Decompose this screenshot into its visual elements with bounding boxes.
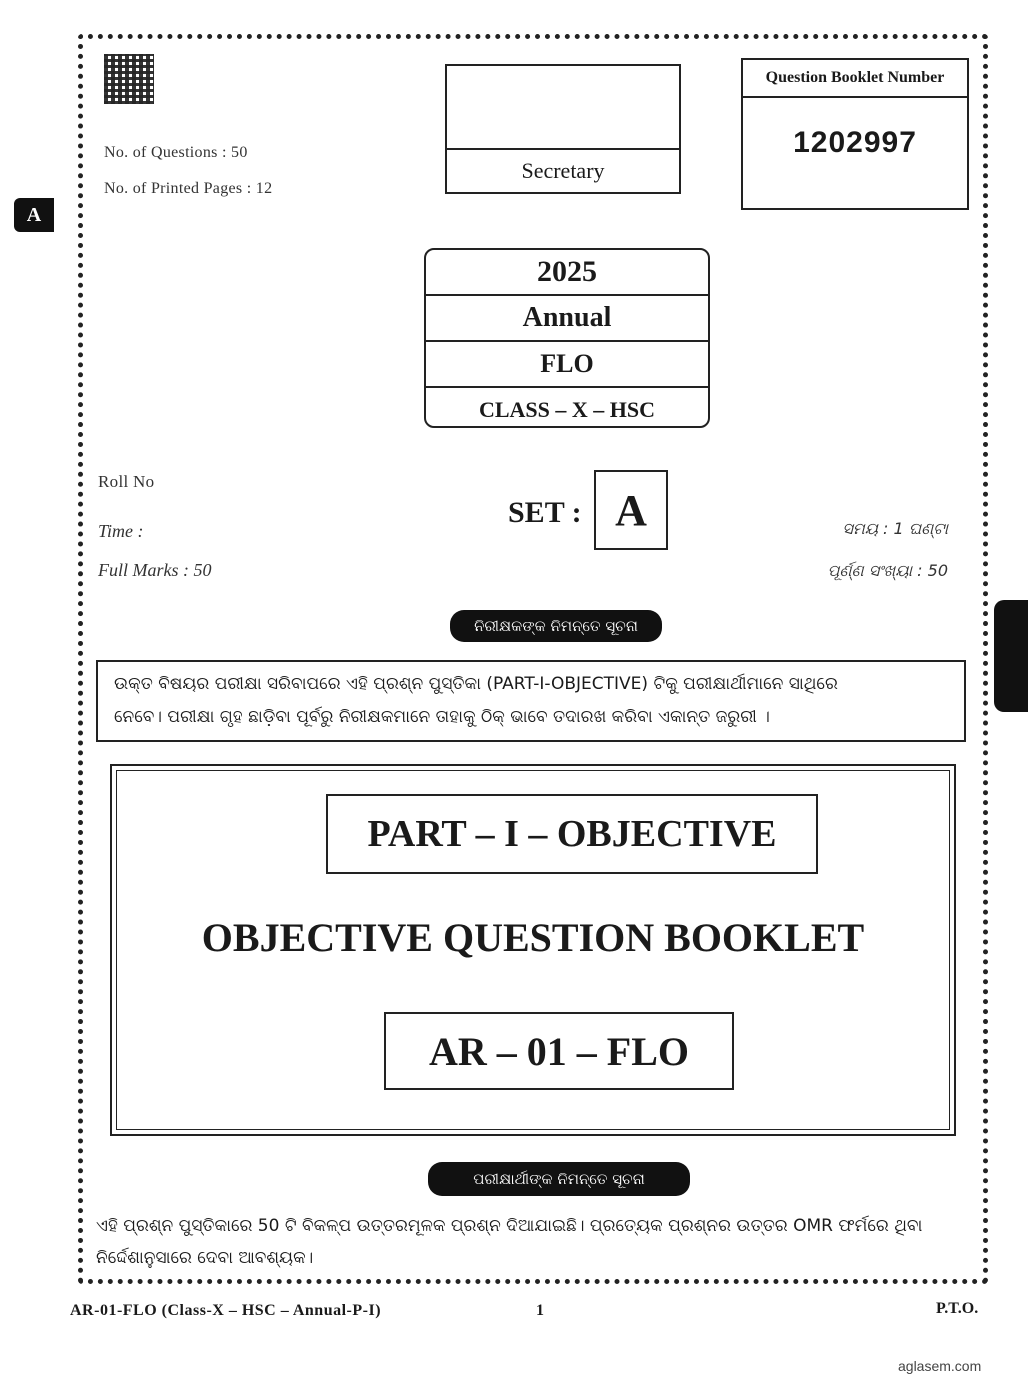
candidate-instructions: [96, 1210, 966, 1274]
side-tab-a: A: [14, 198, 54, 232]
side-tab-right: [994, 600, 1028, 712]
secretary-label: Secretary: [447, 148, 679, 192]
booklet-number-box: [741, 58, 969, 210]
pto-label: P.T.O.: [936, 1300, 979, 1317]
candidate-line-2: ନିର୍ଦ୍ଦେଶାନୁସାରେ ଦେବା ଆବଶ୍ୟକ।: [96, 1248, 314, 1268]
invigilator-line-2: ନେବେ। ପରୀକ୍ଷା ଗୃହ ଛାଡ଼ିବା ପୂର୍ବରୁ ନିରୀକ୍ଷକମାନେ ତାହାକୁ ଠିକ୍ ଭାବେ ତଦାରଖ କରିବା ଏକାନ୍ତ ଜରୁରୀ ।: [114, 707, 770, 727]
paper-code: AR – 01 – FLO: [384, 1012, 734, 1090]
invigilator-line-1: ଉକ୍ତ ବିଷୟର ପରୀକ୍ଷା ସରିବାପରେ ଏହି ପ୍ରଶ୍ନ ପୁସ୍ତିକା (PART-I-OBJECTIVE) ଟିକୁ ପରୀକ୍ଷାର୍ଥୀମାନେ ସାଥିରେ: [114, 674, 838, 694]
exam-info-box: [424, 248, 710, 428]
candidate-heading: ପରୀକ୍ଷାର୍ଥୀଙ୍କ ନିମନ୍ତେ ସୂଚନା: [428, 1162, 690, 1196]
exam-class: CLASS – X – HSC: [478, 397, 656, 422]
full-marks-label: Full Marks : 50: [98, 560, 212, 580]
set-label: SET :: [508, 496, 582, 529]
footer-code: AR-01-FLO (Class-X – HSC – Annual-P-I): [70, 1302, 382, 1319]
booklet-title: OBJECTIVE QUESTION BOOKLET: [201, 915, 865, 960]
set-value: A: [594, 470, 668, 550]
time-label: Time :: [98, 521, 144, 541]
exam-year: 2025: [426, 250, 708, 296]
exam-type: Annual: [426, 296, 708, 342]
time-odia: ସମୟ : 1 ଘଣ୍ଟା: [842, 519, 948, 538]
part-title: PART – I – OBJECTIVE: [326, 794, 818, 874]
questions-count: No. of Questions : 50: [104, 144, 248, 161]
qr-code-icon: [104, 54, 154, 104]
booklet-number: 1202997: [793, 126, 917, 159]
candidate-line-1: ଏହି ପ୍ରଶ୍ନ ପୁସ୍ତିକାରେ 50 ଟି ବିକଳ୍ପ ଉତ୍ତରମୂଳକ ପ୍ରଶ୍ନ ଦିଆଯାଇଛି। ପ୍ରତ୍ୟେକ ପ୍ରଶ୍ନର ଉତ୍ତର OMR ଫର୍ମରେ ଥିବା: [96, 1216, 923, 1236]
invigilator-notice: [96, 660, 966, 742]
marks-odia: ପୂର୍ଣ୍ଣ ସଂଖ୍ୟା : 50: [827, 561, 948, 580]
roll-number-label: Roll No: [98, 472, 155, 491]
booklet-number-label: Question Booklet Number: [743, 60, 967, 98]
secretary-box: [445, 64, 681, 194]
invigilator-heading: ନିରୀକ୍ଷକଙ୍କ ନିମନ୍ତେ ସୂଚନା: [450, 610, 662, 642]
exam-subject: FLO: [426, 342, 708, 388]
watermark: aglasem.com: [898, 1358, 982, 1374]
printed-pages: No. of Printed Pages : 12: [104, 180, 273, 197]
page-number: 1: [536, 1302, 544, 1319]
